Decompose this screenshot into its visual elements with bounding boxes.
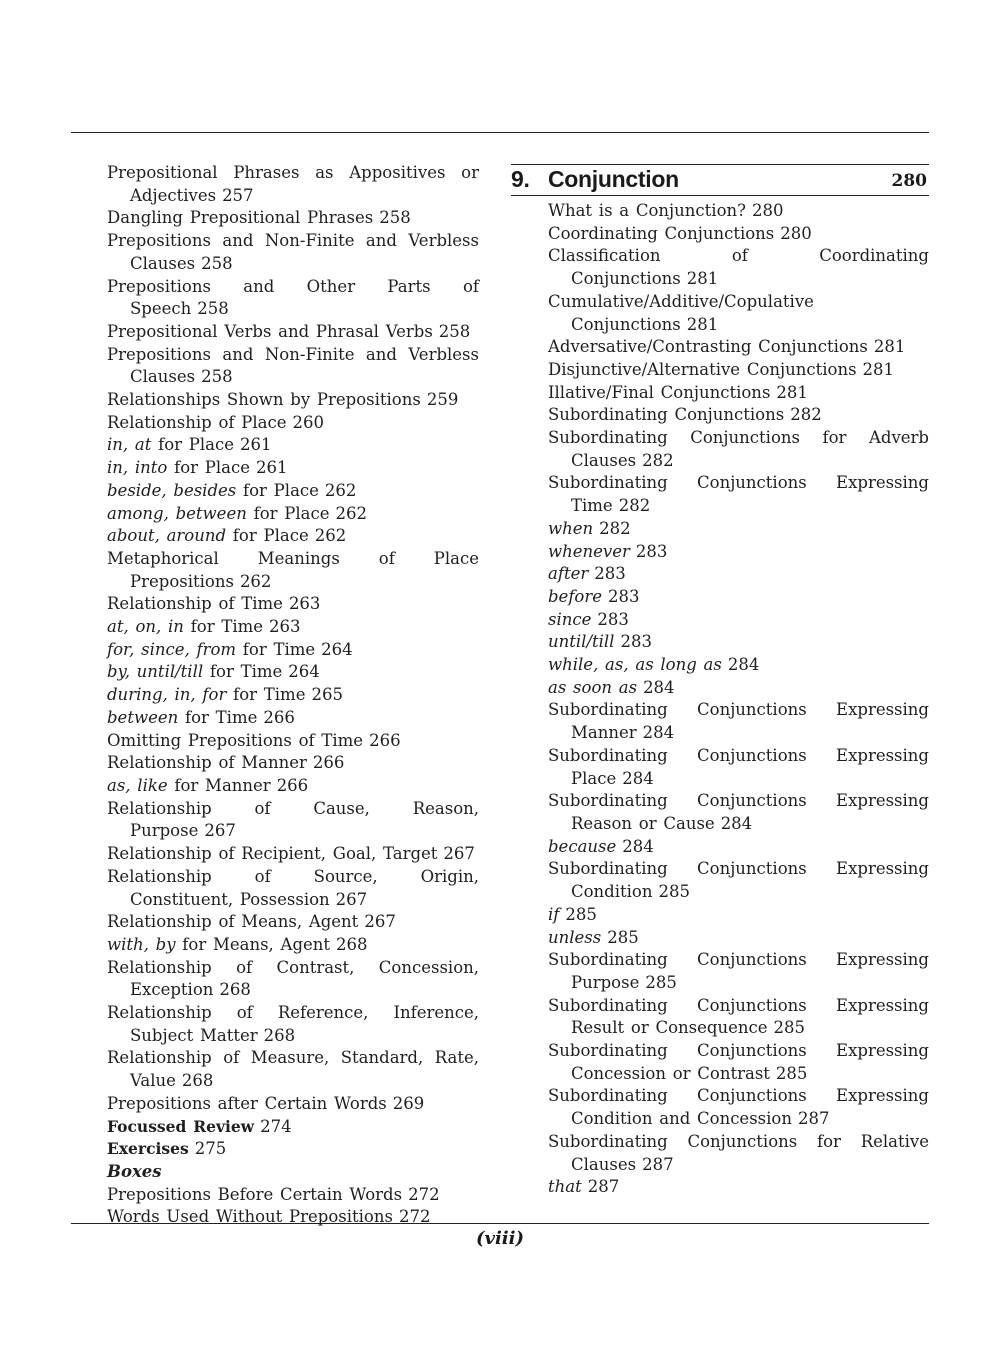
toc-entry-page-number: 274 bbox=[260, 1116, 292, 1136]
toc-entry-title-part: beside, besides bbox=[107, 480, 237, 500]
toc-entry-title bbox=[107, 799, 479, 841]
toc-entry bbox=[107, 457, 479, 480]
toc-entry-title-part: Disjunctive/Alternative Conjunctions bbox=[548, 359, 857, 379]
toc-entry bbox=[548, 586, 929, 609]
toc-entry-page-number: 267 bbox=[364, 912, 396, 932]
toc-entry-title bbox=[107, 685, 305, 704]
chapter-page-number: 280 bbox=[891, 171, 927, 191]
toc-entry-title bbox=[107, 640, 315, 659]
toc-entry bbox=[548, 1040, 929, 1085]
toc-entry-title-part: Prepositions and Non-Finite and Verbless Clauses bbox=[107, 231, 479, 273]
toc-entry-page-number: 258 bbox=[201, 253, 233, 273]
toc-entry-page-number: 282 bbox=[618, 496, 651, 516]
toc-entry-page-number: 268 bbox=[263, 1025, 296, 1045]
toc-entry-page-number: 269 bbox=[392, 1093, 425, 1113]
toc-entry-title bbox=[548, 928, 601, 947]
toc-entry-title bbox=[107, 935, 330, 954]
toc-entry-title bbox=[548, 201, 746, 220]
toc-entry-title-part: Relationship of Source, Origin, Constituent, Possession bbox=[107, 866, 479, 909]
toc-entry bbox=[548, 1176, 929, 1199]
toc-entry-title bbox=[107, 731, 363, 750]
toc-entry-title-part: Omitting Prepositions of Time bbox=[107, 730, 364, 750]
toc-entry bbox=[107, 276, 479, 321]
toc-left-column bbox=[107, 162, 479, 1229]
toc-entry-title bbox=[107, 594, 283, 613]
toc-entry-title bbox=[548, 700, 929, 742]
toc-entry-title-part: as soon as bbox=[548, 677, 638, 697]
toc-entry bbox=[548, 382, 929, 405]
toc-entry-title-part: by, until/till bbox=[107, 662, 204, 682]
toc-entry bbox=[107, 1116, 479, 1139]
toc-entry-title-part: Relationship of Manner bbox=[107, 753, 307, 773]
toc-entry-title-part: Subordinating Conjunctions Expressing Reason or Cause bbox=[548, 791, 929, 833]
toc-entry-title-part: until/till bbox=[548, 632, 615, 652]
toc-entry-title-part: Relationship of Contrast, Concession, Exception bbox=[107, 957, 479, 1000]
toc-entry-title-part: during, in, for bbox=[107, 685, 227, 705]
top-rule bbox=[71, 132, 929, 133]
toc-entry-page-number: 285 bbox=[773, 1018, 806, 1038]
toc-entry-page-number: 281 bbox=[686, 314, 719, 334]
toc-entry-title bbox=[107, 322, 433, 341]
toc-entry-title bbox=[548, 905, 559, 924]
toc-entry-title-part: Subordinating Conjunctions for Adverb Clauses bbox=[548, 428, 929, 470]
toc-entry-title bbox=[548, 996, 929, 1038]
toc-entry-title-part: Classification of Coordinating Conjunctions bbox=[548, 246, 929, 289]
toc-entry-title-part: for Time bbox=[226, 685, 306, 705]
toc-entry-title bbox=[107, 163, 479, 205]
toc-entry-title bbox=[548, 950, 929, 992]
toc-entry bbox=[107, 934, 479, 957]
toc-entry bbox=[107, 661, 479, 684]
toc-entry-title-part: Subordinating Conjunctions Expressing Concession or Contrast bbox=[548, 1041, 929, 1083]
toc-entry bbox=[548, 245, 929, 290]
toc-entry-title bbox=[107, 345, 479, 387]
toc-entry-page-number: 281 bbox=[686, 269, 719, 289]
toc-entry-title bbox=[107, 390, 421, 409]
toc-entry-title-part: Relationship of Means, Agent bbox=[107, 912, 359, 932]
toc-entry-title bbox=[107, 231, 479, 273]
toc-entry bbox=[548, 404, 929, 427]
toc-entry-title-part: after bbox=[548, 564, 589, 584]
toc-entry-title-part: Subordinating Conjunctions Expressing Manner bbox=[548, 700, 929, 743]
toc-entry-page-number: 285 bbox=[607, 927, 639, 947]
toc-entry-page-number: 283 bbox=[608, 586, 640, 606]
toc-entry-title-part: for Means, Agent bbox=[175, 934, 331, 954]
toc-entry-page-number: 283 bbox=[594, 564, 626, 584]
toc-entry bbox=[107, 1002, 479, 1047]
toc-entry-title-part: Subordinating Conjunctions Expressing Place bbox=[548, 745, 929, 788]
toc-entry-title bbox=[107, 435, 234, 454]
toc-entry-title bbox=[548, 1132, 929, 1174]
toc-entry-page-number: 285 bbox=[565, 904, 597, 924]
toc-entry-title-part: Subordinating Conjunctions bbox=[548, 405, 785, 425]
toc-entry bbox=[548, 1085, 929, 1130]
toc-entry-page-number: 267 bbox=[443, 844, 475, 864]
bottom-rule bbox=[71, 1223, 929, 1224]
toc-entry-title-part: for Time bbox=[178, 707, 258, 727]
toc-entry-page-number: 281 bbox=[776, 382, 808, 402]
toc-entry-title-part: for Place bbox=[226, 526, 309, 546]
toc-entry-page-number: 283 bbox=[597, 609, 629, 629]
toc-entry-page-number: 262 bbox=[335, 503, 367, 523]
toc-entry-page-number: 284 bbox=[643, 677, 675, 697]
toc-entry-title bbox=[548, 655, 722, 674]
toc-entry bbox=[107, 707, 479, 730]
toc-entry-title-part: Illative/Final Conjunctions bbox=[548, 382, 771, 402]
toc-entry bbox=[548, 949, 929, 994]
toc-entry-page-number: 268 bbox=[219, 980, 251, 1000]
toc-entry-list bbox=[548, 200, 929, 1199]
toc-entry-title bbox=[548, 1177, 582, 1196]
toc-entry-title-part: since bbox=[548, 609, 592, 629]
toc-entry-page-number: 281 bbox=[873, 337, 906, 357]
toc-entry-page-number: 285 bbox=[645, 972, 677, 992]
toc-entry-page-number: 280 bbox=[751, 201, 784, 220]
toc-entry-title bbox=[107, 1139, 189, 1158]
toc-entry-page-number: 257 bbox=[222, 185, 254, 205]
toc-entry-title-part: Subordinating Conjunctions for Relative Clauses bbox=[548, 1131, 929, 1174]
toc-entry-page-number: 283 bbox=[620, 632, 652, 652]
toc-entry-title-part: among, between bbox=[107, 503, 247, 523]
toc-entry bbox=[107, 162, 479, 207]
toc-entry-title bbox=[548, 292, 814, 334]
toc-entry-title-part: about, around bbox=[107, 526, 227, 546]
toc-entry-title bbox=[107, 1048, 479, 1090]
toc-entry-page-number: 282 bbox=[642, 450, 674, 470]
toc-entry bbox=[107, 503, 479, 526]
toc-entry bbox=[107, 525, 479, 548]
toc-entry-title bbox=[548, 224, 774, 243]
toc-entry-title bbox=[548, 383, 770, 402]
toc-entry-title bbox=[548, 246, 929, 288]
toc-entry-title bbox=[107, 617, 263, 636]
toc-entry bbox=[107, 911, 479, 934]
toc-entry-title bbox=[107, 1162, 162, 1181]
toc-entry bbox=[107, 684, 479, 707]
toc-entry-page-number: 267 bbox=[335, 889, 368, 909]
toc-entry bbox=[107, 752, 479, 775]
toc-entry-title-part: Relationship of Time bbox=[107, 594, 283, 614]
toc-entry-page-number: 284 bbox=[622, 768, 654, 788]
toc-entry bbox=[548, 359, 929, 382]
toc-entry-title-part: Cumulative/Additive/Copulative Conjunctions bbox=[548, 291, 814, 334]
toc-entry-page-number: 261 bbox=[240, 435, 272, 455]
toc-entry-title-part: unless bbox=[548, 927, 602, 947]
toc-entry-page-number: 264 bbox=[321, 639, 353, 659]
toc-entry-title bbox=[107, 458, 250, 477]
toc-entry-title bbox=[548, 678, 637, 697]
toc-entry-title-part: before bbox=[548, 586, 603, 606]
toc-entry-title-part: Subordinating Conjunctions Expressing Purpose bbox=[548, 950, 929, 992]
toc-entry-title bbox=[548, 542, 630, 561]
toc-entry-title bbox=[107, 277, 479, 319]
toc-entry-page-number: 285 bbox=[658, 882, 690, 902]
toc-entry-title-part: for Time bbox=[236, 639, 316, 659]
toc-entry-title-part: for Place bbox=[236, 480, 319, 500]
toc-entry-title-part: Focussed Review bbox=[107, 1116, 255, 1136]
toc-entry-title-part: for Place bbox=[167, 458, 251, 478]
toc-entry-title-part: Boxes bbox=[107, 1161, 162, 1181]
toc-entry bbox=[548, 223, 929, 246]
toc-entry-page-number: 284 bbox=[642, 723, 675, 743]
toc-entry bbox=[548, 677, 929, 700]
toc-entry-title bbox=[107, 958, 479, 1000]
toc-entry-title-part: for Time bbox=[183, 617, 264, 637]
toc-entry-title bbox=[548, 428, 929, 470]
toc-entry bbox=[548, 291, 929, 336]
toc-entry-title-part: with, by bbox=[107, 934, 176, 954]
toc-entry-page-number: 267 bbox=[204, 821, 236, 841]
toc-entry-title bbox=[107, 1094, 387, 1113]
toc-entry-title-part: Dangling Prepositional Phrases bbox=[107, 208, 374, 228]
toc-entry bbox=[107, 593, 479, 616]
toc-entry-page-number: 262 bbox=[324, 480, 357, 500]
toc-entry-title bbox=[107, 208, 373, 227]
toc-entry-page-number: 263 bbox=[288, 594, 321, 614]
toc-entry-title-part: Prepositions after Certain Words bbox=[107, 1093, 387, 1113]
toc-entry bbox=[107, 548, 479, 593]
toc-entry-title-part: in, at bbox=[107, 435, 152, 455]
toc-entry-title bbox=[107, 549, 479, 591]
toc-entry bbox=[107, 775, 479, 798]
toc-entry-title bbox=[107, 753, 307, 772]
toc-entry bbox=[548, 836, 929, 859]
toc-entry-title bbox=[548, 519, 593, 538]
toc-entry-title bbox=[548, 837, 616, 856]
toc-entry bbox=[107, 207, 479, 230]
toc-entry-title-part: Prepositions and Other Parts of Speech bbox=[107, 276, 479, 319]
toc-entry-title bbox=[107, 1117, 254, 1136]
toc-entry bbox=[107, 866, 479, 911]
toc-entry-title bbox=[107, 413, 286, 432]
toc-entry-page-number: 272 bbox=[398, 1207, 431, 1227]
toc-entry-page-number: 284 bbox=[720, 813, 753, 833]
toc-entry-title-part: for Place bbox=[151, 435, 235, 455]
toc-entry-page-number: 284 bbox=[622, 836, 654, 856]
toc-entry bbox=[107, 1138, 479, 1161]
toc-entry-page-number: 281 bbox=[862, 359, 895, 379]
toc-entry-page-number: 261 bbox=[256, 458, 288, 478]
toc-entry-page-number: 258 bbox=[197, 299, 229, 319]
toc-entry-title-part: Relationships Shown by Prepositions bbox=[107, 390, 421, 410]
toc-entry-title-part: if bbox=[548, 904, 560, 924]
toc-entry bbox=[548, 790, 929, 835]
toc-entry-title bbox=[107, 867, 479, 909]
toc-entry-title-part: Words Used Without Prepositions bbox=[107, 1207, 393, 1227]
toc-entry-title-part: while, as, as long as bbox=[548, 655, 722, 675]
toc-entry-page-number: 282 bbox=[599, 518, 631, 538]
chapter-number: 9. bbox=[511, 166, 530, 192]
toc-entry-title-part: Subordinating Conjunctions Expressing Condition and Concession bbox=[548, 1086, 929, 1129]
toc-entry-title bbox=[548, 1086, 929, 1128]
toc-entry-title bbox=[548, 587, 602, 606]
toc-entry bbox=[548, 609, 929, 632]
toc-entry-title bbox=[548, 473, 929, 515]
toc-entry bbox=[548, 427, 929, 472]
toc-entry-title-part: Subordinating Conjunctions Expressing Condition bbox=[548, 859, 929, 902]
toc-entry-page-number: 262 bbox=[239, 571, 272, 591]
chapter-title: Conjunction bbox=[548, 166, 679, 192]
toc-entry bbox=[107, 434, 479, 457]
toc-entry-page-number: 287 bbox=[797, 1109, 830, 1129]
toc-entry bbox=[548, 200, 929, 223]
toc-entry-page-number: 268 bbox=[336, 934, 368, 954]
toc-entry-title-part: Relationship of Reference, Inference, Subject Matter bbox=[107, 1003, 479, 1045]
toc-entry-page-number: 258 bbox=[438, 321, 471, 341]
toc-entry bbox=[107, 480, 479, 503]
toc-entry bbox=[548, 563, 929, 586]
toc-entry bbox=[548, 631, 929, 654]
toc-entry-page-number: 284 bbox=[727, 655, 760, 675]
toc-entry bbox=[548, 541, 929, 564]
toc-entry-title-part: Relationship of Place bbox=[107, 412, 287, 432]
toc-entry bbox=[107, 730, 479, 753]
toc-entry-title bbox=[107, 662, 282, 681]
toc-entry-title bbox=[107, 708, 257, 727]
toc-entry bbox=[548, 336, 929, 359]
toc-entry-title-part: for, since, from bbox=[107, 639, 237, 659]
toc-entry-page-number: 266 bbox=[263, 707, 295, 727]
toc-entry-page-number: 260 bbox=[292, 412, 324, 432]
toc-entry-title-part: for Place bbox=[246, 503, 330, 523]
toc-entry-page-number: 262 bbox=[314, 526, 347, 546]
toc-entry-page-number: 287 bbox=[587, 1177, 620, 1197]
toc-entry-title bbox=[107, 504, 329, 523]
page-folio: (viii) bbox=[475, 1228, 524, 1249]
toc-entry-list bbox=[107, 162, 479, 1229]
toc-entry-title-part: Prepositional Phrases as Appositives or Adjectives bbox=[107, 163, 479, 205]
toc-entry-title bbox=[548, 405, 784, 424]
toc-entry bbox=[548, 995, 929, 1040]
toc-entry-page-number: 266 bbox=[312, 753, 345, 773]
toc-entry-title-part: Relationship of Cause, Reason, Purpose bbox=[107, 798, 479, 841]
toc-entry-title-part: for Time bbox=[203, 662, 283, 682]
toc-entry bbox=[548, 904, 929, 927]
toc-entry-page-number: 266 bbox=[369, 730, 401, 750]
toc-entry-page-number: 258 bbox=[201, 367, 233, 387]
toc-entry-title-part: Prepositional Verbs and Phrasal Verbs bbox=[107, 321, 433, 341]
toc-entry-title-part: Subordinating Conjunctions Expressing Time bbox=[548, 473, 929, 516]
toc-entry-title-part: Adversative/Contrasting Conjunctions bbox=[548, 337, 868, 357]
toc-entry-title-part: because bbox=[548, 836, 617, 856]
toc-entry bbox=[107, 1047, 479, 1092]
toc-entry bbox=[107, 957, 479, 1002]
toc-entry bbox=[548, 699, 929, 744]
toc-entry-page-number: 258 bbox=[379, 208, 411, 228]
toc-entry-page-number: 259 bbox=[426, 390, 459, 410]
toc-entry-title bbox=[107, 481, 319, 500]
toc-entry bbox=[548, 1131, 929, 1176]
toc-entry bbox=[107, 639, 479, 662]
toc-entry-title-part: between bbox=[107, 707, 179, 727]
toc-entry-page-number: 285 bbox=[775, 1063, 808, 1083]
toc-entry-page-number: 287 bbox=[642, 1154, 674, 1174]
toc-entry-title-part: that bbox=[548, 1177, 582, 1197]
toc-entry-title bbox=[107, 844, 437, 863]
toc-entry-title bbox=[107, 526, 309, 545]
toc-entry-title-part: whenever bbox=[548, 541, 630, 561]
toc-entry bbox=[548, 654, 929, 677]
toc-entry-title-part: Coordinating Conjunctions bbox=[548, 223, 775, 243]
toc-entry-title-part: Prepositions Before Certain Words bbox=[107, 1184, 403, 1204]
toc-entry-page-number: 264 bbox=[288, 662, 320, 682]
toc-entry-page-number: 280 bbox=[780, 223, 812, 243]
toc-entry bbox=[107, 616, 479, 639]
toc-entry-title bbox=[107, 776, 271, 795]
toc-right-column bbox=[511, 162, 929, 1199]
toc-entry bbox=[548, 745, 929, 790]
toc-entry-title bbox=[548, 632, 614, 651]
toc-entry-page-number: 268 bbox=[181, 1071, 214, 1091]
toc-entry-title-part: when bbox=[548, 518, 594, 538]
toc-entry bbox=[548, 518, 929, 541]
toc-entry-title-part: as, like bbox=[107, 775, 168, 795]
chapter-heading bbox=[511, 164, 929, 196]
toc-entry bbox=[107, 344, 479, 389]
toc-entry-title-part: Relationship of Recipient, Goal, Target bbox=[107, 844, 438, 864]
toc-entry bbox=[548, 858, 929, 903]
toc-entry-title-part: in, into bbox=[107, 458, 168, 478]
toc-entry-title bbox=[107, 912, 358, 931]
toc-entry-title-part: Prepositions and Non-Finite and Verbless Clauses bbox=[107, 344, 479, 387]
toc-entry-title bbox=[107, 1185, 402, 1204]
toc-entry bbox=[107, 412, 479, 435]
toc-entry-page-number: 283 bbox=[635, 541, 668, 561]
toc-entry-title-part: Exercises bbox=[107, 1139, 189, 1159]
toc-entry-page-number: 263 bbox=[269, 617, 301, 637]
toc-entry bbox=[107, 389, 479, 412]
toc-entry-title-part: What is a Conjunction? bbox=[548, 201, 746, 220]
toc-entry bbox=[107, 798, 479, 843]
toc-entry-page-number: 275 bbox=[194, 1139, 227, 1159]
toc-entry-title bbox=[548, 1041, 929, 1083]
toc-entry bbox=[107, 1161, 479, 1184]
toc-entry-title bbox=[548, 859, 929, 901]
toc-entry-title-part: Metaphorical Meanings of Place Prepositions bbox=[107, 548, 479, 591]
toc-entry-title bbox=[548, 746, 929, 788]
toc-entry bbox=[107, 843, 479, 866]
toc-entry-title bbox=[548, 564, 588, 583]
toc-entry-page-number: 272 bbox=[408, 1184, 440, 1204]
toc-entry bbox=[107, 1206, 479, 1229]
toc-entry-title bbox=[548, 337, 868, 356]
toc-entry bbox=[107, 1184, 479, 1207]
toc-entry bbox=[548, 927, 929, 950]
toc-entry-title bbox=[548, 610, 591, 629]
toc-entry-title-part: Relationship of Measure, Standard, Rate, Value bbox=[107, 1048, 479, 1091]
toc-entry bbox=[107, 321, 479, 344]
toc-entry-title-part: Subordinating Conjunctions Expressing Result or Consequence bbox=[548, 995, 929, 1038]
toc-entry-page-number: 266 bbox=[276, 775, 309, 795]
toc-entry bbox=[107, 1093, 479, 1116]
toc-entry-page-number: 282 bbox=[790, 405, 822, 425]
toc-entry-title bbox=[548, 360, 857, 379]
toc-entry bbox=[548, 472, 929, 517]
toc-entry bbox=[107, 230, 479, 275]
toc-entry-page-number: 265 bbox=[311, 685, 343, 705]
toc-entry-title-part: for Manner bbox=[167, 775, 271, 795]
toc-entry-title-part: at, on, in bbox=[107, 617, 184, 637]
